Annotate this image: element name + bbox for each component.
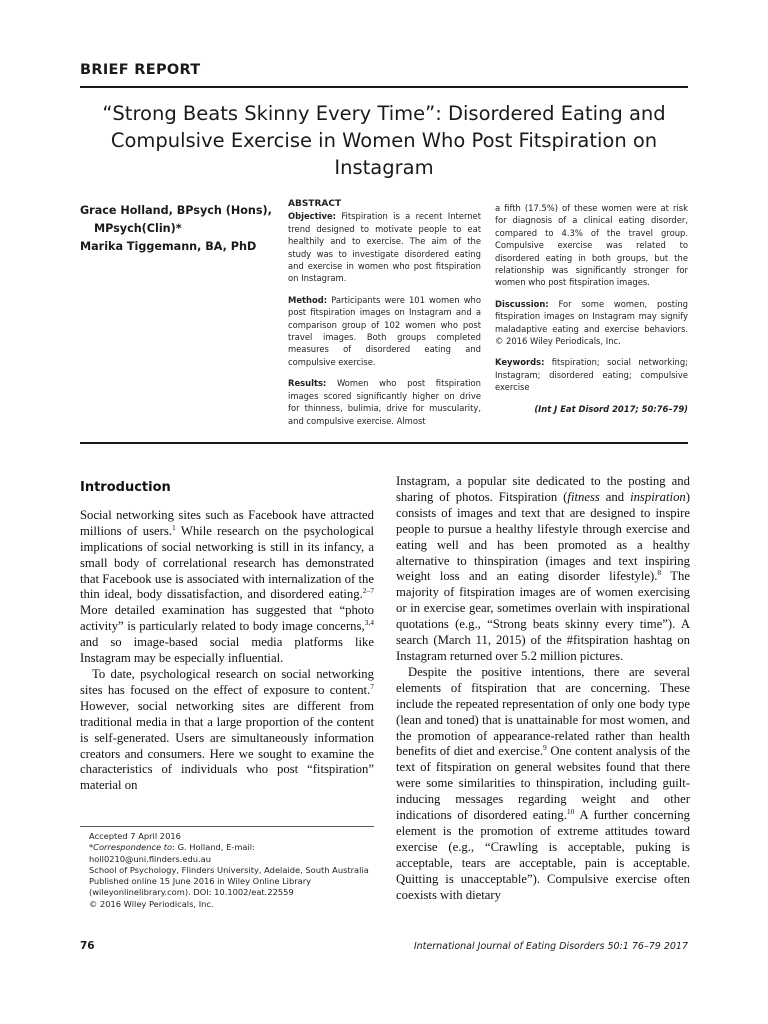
header-rule xyxy=(80,86,688,88)
article-title: “Strong Beats Skinny Every Time”: Disordered Eating and Compulsive Exercise in Women Who Post Fitspiration on Instagram xyxy=(102,102,666,179)
report-type-label: BRIEF REPORT xyxy=(80,62,201,78)
footnote-affiliation: School of Psychology, Flinders University, Adelaide, South Australia xyxy=(89,864,369,875)
abstract-results-continued: a fifth (17.5%) of these women were at risk for diagnosis of a clinical eating disorder, compared to 4.3% of the travel group. Compulsive exercise was related to disordered eating in both groups, but the relationship was significantly stronger for women who post fitspiration images. xyxy=(495,203,688,288)
journal-citation: (Int J Eat Disord 2017; 50:76–79) xyxy=(534,403,688,414)
footnote-accepted: Accepted 7 April 2016 xyxy=(89,831,181,841)
abstract-results: Results: Women who post fitspiration images scored significantly higher on drive for thinness, bulimia, drive for muscularity, and compulsive exercise. Almost xyxy=(288,378,481,426)
author-line: Grace Holland, BPsych (Hons), xyxy=(80,204,272,217)
section-heading-introduction: Introduction xyxy=(80,480,171,495)
abstract-column-1 xyxy=(288,198,481,436)
abstract-method: Method: Participants were 101 women who post fitspiration images on Instagram and a comparison group of 102 women who post travel images. Both groups completed measures of disordered eating and compulsive exercise. xyxy=(288,294,481,367)
footnote-published: Published online 15 June 2016 in Wiley Online Library (wileyonlinelibrary.com). DOI: 10.1002/eat.22559 xyxy=(89,876,312,898)
author-list xyxy=(80,202,280,256)
article-footnotes xyxy=(80,826,374,910)
footnote-correspondence: *Correspondence to: G. Holland, E-mail: holl0210@uni.flinders.edu.au xyxy=(89,842,255,864)
abstract-heading: ABSTRACT xyxy=(288,199,342,209)
abstract-keywords: Keywords: fitspiration; social networking; Instagram; disordered eating; compulsive exercise xyxy=(495,357,688,393)
abstract-discussion: Discussion: For some women, posting fitspiration images on Instagram may signify maladaptive eating and exercise behaviors. © 2016 Wiley Periodicals, Inc. xyxy=(495,298,688,347)
intro-paragraph-1: Social networking sites such as Facebook have attracted millions of users.$^1$ While research on the psychological implications of social networking is still in its infancy, a small body of correlational research has demonstrated that Facebook use is associated with internalization of the thin ideal, body dissatisfaction, and disordered eating.$^{2-7}$ More detailed examination has suggested that “photo activity” is particularly related to body image concerns,$^{3,4}$ and so image-based social media platforms like Instagram may be especially influential. xyxy=(80,507,374,666)
footnote-copyright: © 2016 Wiley Periodicals, Inc. xyxy=(89,898,214,909)
page-number: 76 xyxy=(80,940,95,952)
body-column-left xyxy=(80,474,374,794)
abstract-divider xyxy=(80,442,688,444)
intro-paragraph-3: Despite the positive intentions, there are several elements of fitspiration that are concerning. These include the repeated representation of only one body type (lean and toned) that is unattainable for most women, and the promotion of appearance-related rather than health benefits of diet and exercise.$^9$ One content analysis of the text of fitspiration on general websites found that there were some similarities to thinspiration, including guilt-inducing messages regarding weight and other indications of disordered eating.$^{10}$ A further concerning element is the promotion of extreme attitudes toward exercise (e.g., “Crawling is acceptable, puking is acceptable, tears are acceptable, pain is acceptable. Quitting is unacceptable”). Compulsive exercise often coexists with dietary xyxy=(396,664,690,902)
author-line: MPsych(Clin)* xyxy=(94,222,182,235)
abstract-column-2 xyxy=(495,202,688,415)
intro-paragraph-2: To date, psychological research on social networking sites has focused on the effect of exposure to content.$^7$ However, social networking sites are different from traditional media in that a large proportion of the content is self-generated. Users are simultaneously information creators and consumers. Here we sought to examine the characteristics of individuals who post “fitspiration” material on xyxy=(80,666,374,793)
body-column-right xyxy=(396,474,690,903)
abstract-objective: Objective: Fitspiration is a recent Internet trend designed to motivate people to eat healthily and to exercise. The aim of the study was to investigate disordered eating and exercise in women who post fitspiration on Instagram. xyxy=(288,211,481,284)
intro-paragraph-2-continued: Instagram, a popular site dedicated to the posting and sharing of photos. Fitspiration (fitness and inspiration) consists of images and text that are designed to inspire people to pursue a healthy lifestyle through exercise and eating well and has been promoted as a healthy alternative to thinspiration (images and text inspiring weight loss and an eating disorder lifestyle).$^8$ The majority of fitspiration images are of women exercising or in exercise gear, sometimes overlain with inspirational quotations (e.g., “Strong beats skinny every time”). A search (March 11, 2015) of the #fitspiration hashtag on Instagram returned over 5.2 million pictures. xyxy=(396,474,690,663)
author-line: Marika Tiggemann, BA, PhD xyxy=(80,240,257,253)
journal-footer: International Journal of Eating Disorders 50:1 76–79 2017 xyxy=(413,941,688,952)
